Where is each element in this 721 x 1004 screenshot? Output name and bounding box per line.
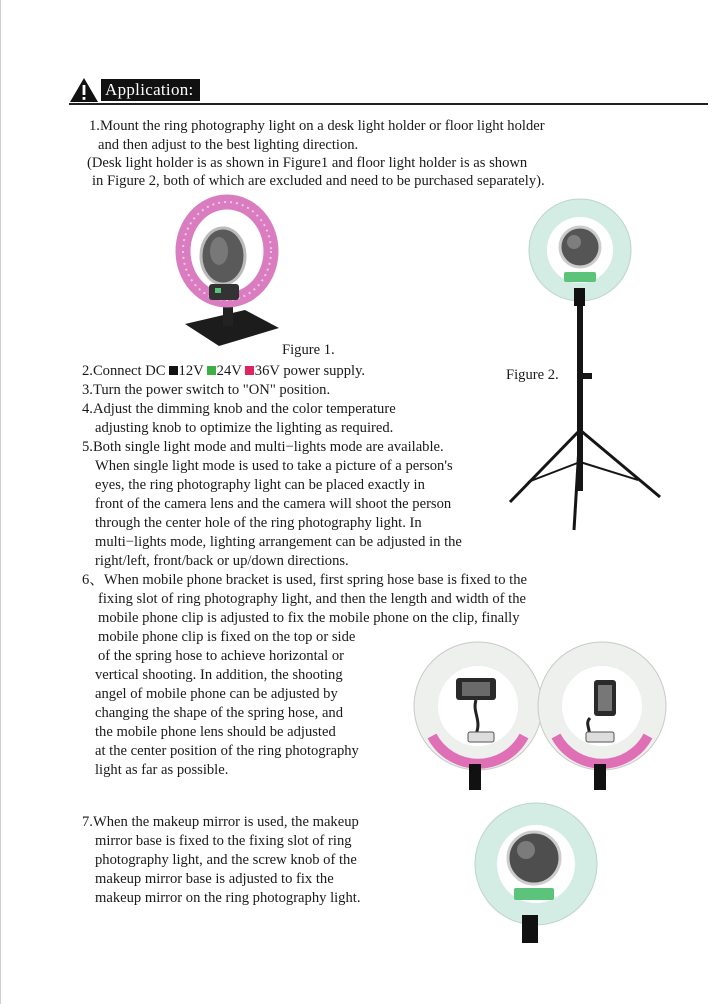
heading-rule bbox=[69, 103, 708, 105]
step7-line: mirror base is fixed to the fixing slot of ring bbox=[95, 833, 352, 849]
step5-line: When single light mode is used to take a picture of a person's bbox=[95, 458, 453, 474]
step4-line: 4.Adjust the dimming knob and the color temperature bbox=[82, 401, 396, 417]
step2-line bbox=[82, 362, 365, 381]
step6-line: light as far as possible. bbox=[95, 762, 229, 778]
section-heading bbox=[69, 77, 200, 103]
step6-line: changing the shape of the spring hose, and bbox=[95, 705, 344, 721]
voltage-24v: 24V bbox=[216, 363, 242, 379]
page-edge bbox=[0, 0, 1, 1004]
figure1-desk-ring-light bbox=[175, 196, 285, 358]
step6-line: the mobile phone lens should be adjusted bbox=[95, 724, 336, 740]
step1-line: and then adjust to the best lighting direction. bbox=[98, 137, 359, 153]
warning-icon bbox=[69, 77, 99, 103]
step5-line: through the center hole of the ring photography light. In bbox=[95, 515, 422, 531]
step2-prefix: 2.Connect DC bbox=[82, 363, 166, 379]
step7-line: photography light, and the screw knob of the bbox=[95, 852, 357, 868]
step6-line: angel of mobile phone can be adjusted by bbox=[95, 686, 338, 702]
voltage-12v-swatch bbox=[169, 366, 178, 375]
step6-line: fixing slot of ring photography light, and then the length and width of the bbox=[98, 591, 527, 607]
step7-line: makeup mirror base is adjusted to fix the bbox=[95, 871, 334, 887]
step2-suffix: power supply. bbox=[283, 363, 366, 379]
voltage-24v-swatch bbox=[207, 366, 216, 375]
figure2-caption: Figure 2. bbox=[506, 367, 559, 383]
phone-vertical-ring-light bbox=[540, 640, 662, 792]
step6-line: of the spring hose to achieve horizontal or bbox=[98, 648, 344, 664]
step6-line: mobile phone clip is adjusted to fix the mobile phone on the clip, finally bbox=[98, 610, 520, 626]
step5-line: front of the camera lens and the camera will shoot the person bbox=[95, 496, 452, 512]
step1-line: (Desk light holder is as shown in Figure1 and floor light holder is as shown bbox=[87, 155, 528, 171]
step7-line: makeup mirror on the ring photography light. bbox=[95, 890, 361, 906]
step4-line: adjusting knob to optimize the lighting as required. bbox=[95, 420, 394, 436]
step1-line: in Figure 2, both of which are excluded and need to be purchased separately). bbox=[92, 173, 545, 189]
step6-line: at the center position of the ring photography bbox=[95, 743, 359, 759]
figure1-caption: Figure 1. bbox=[282, 342, 335, 358]
step5-line: right/left, front/back or up/down directions. bbox=[95, 553, 349, 569]
voltage-12v: 12V bbox=[178, 363, 204, 379]
step6-line: 6、When mobile phone bracket is used, first spring hose base is fixed to the bbox=[82, 572, 528, 588]
step3-line: 3.Turn the power switch to "ON" position. bbox=[82, 382, 331, 398]
step5-line: 5.Both single light mode and multi−lights mode are available. bbox=[82, 439, 444, 455]
step5-line: multi−lights mode, lighting arrangement can be adjusted in the bbox=[95, 534, 462, 550]
voltage-36v-swatch bbox=[245, 366, 254, 375]
phone-horizontal-ring-light bbox=[412, 640, 545, 792]
heading-label: Application: bbox=[101, 79, 200, 101]
step7-line: 7.When the makeup mirror is used, the makeup bbox=[82, 814, 359, 830]
makeup-mirror-ring-light bbox=[470, 800, 602, 948]
step6-line: mobile phone clip is fixed on the top or side bbox=[98, 629, 356, 645]
step1-line: 1.Mount the ring photography light on a desk light holder or floor light holder bbox=[89, 118, 545, 134]
voltage-36v: 36V bbox=[254, 363, 280, 379]
step5-line: eyes, the ring photography light can be placed exactly in bbox=[95, 477, 425, 493]
step6-line: vertical shooting. In addition, the shooting bbox=[95, 667, 343, 683]
